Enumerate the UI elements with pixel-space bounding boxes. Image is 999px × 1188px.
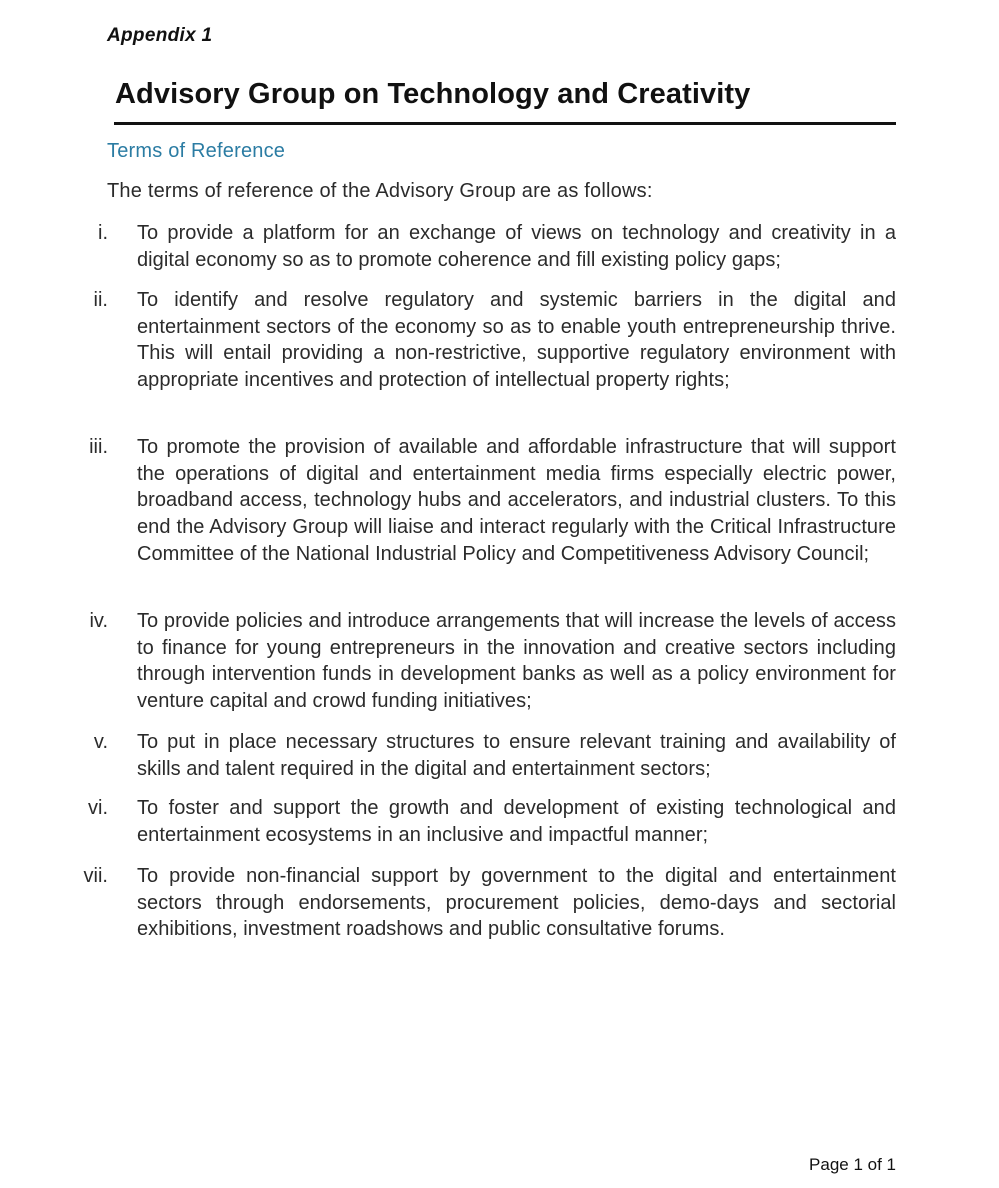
item-text: To provide non-financial support by government to the digital and entertainment sectors through endorsements, procurement policies, demo-days and sectorial exhibitions, investment roadshows and public consultative forums.	[137, 865, 896, 941]
item-text: To provide a platform for an exchange of views on technology and creativity in a digital economy so as to promote coherence and fill existing policy gaps;	[137, 222, 896, 271]
item-number: ii.	[93, 289, 108, 311]
item-number: iii.	[89, 436, 108, 458]
item-number: i.	[98, 222, 108, 244]
title-underline	[114, 122, 896, 125]
item-number: vii.	[83, 865, 108, 887]
item-text: To promote the provision of available and affordable infrastructure that will support the operations of digital and entertainment media firms especially electric power, broadband access, technology hubs and accelerators, and industrial clusters. To this end the Advisory Group will liaise and interact regularly with the Critical Infrastructure Committee of the National Industrial Policy and Competitiveness Advisory Council;	[137, 436, 896, 565]
section-heading: Terms of Reference	[107, 140, 286, 162]
document-title: Advisory Group on Technology and Creativity	[115, 78, 751, 110]
item-text: To provide policies and introduce arrangements that will increase the levels of access to finance for young entrepreneurs in the innovation and creative sectors including through intervention funds in development banks as well as a policy environment for venture capital and crowd funding initiatives;	[137, 610, 896, 713]
item-text: To put in place necessary structures to ensure relevant training and availability of skills and talent required in the digital and entertainment sectors;	[137, 731, 896, 780]
item-text: To identify and resolve regulatory and systemic barriers in the digital and entertainment sectors of the economy so as to enable youth entrepreneurship thrive. This will entail providing a non-restrictive, supportive regulatory environment with appropriate incentives and protection of intellectual property rights;	[137, 289, 896, 392]
intro-paragraph: The terms of reference of the Advisory Group are as follows:	[107, 180, 653, 202]
appendix-label: Appendix 1	[107, 25, 213, 46]
item-text: To foster and support the growth and development of existing technological and entertainment ecosystems in an inclusive and impactful manner;	[137, 797, 896, 846]
item-number: iv.	[89, 610, 108, 632]
item-number: vi.	[88, 797, 108, 819]
page-number: Page 1 of 1	[809, 1155, 896, 1174]
item-number: v.	[93, 731, 108, 753]
